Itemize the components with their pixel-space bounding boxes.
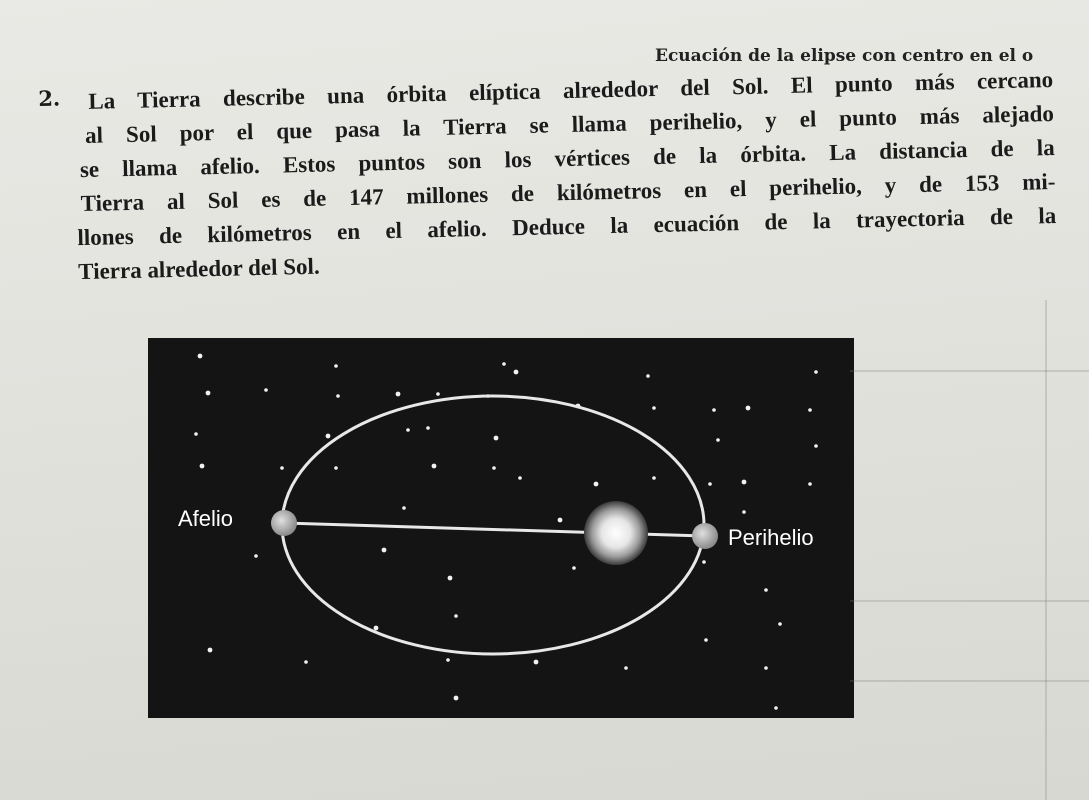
- problem-line-2: al Sol por el que pasa la Tierra se llama perihelio, y el punto más alejado: [84, 100, 1055, 148]
- star-icon: [406, 428, 410, 432]
- star-icon: [702, 560, 706, 564]
- problem-block: [38, 63, 1058, 285]
- star-icon: [334, 364, 338, 368]
- star-icon: [814, 444, 818, 448]
- problem-line-1: La Tierra describe una órbita elíptica alrededor del Sol. El punto más cercano: [88, 66, 1054, 114]
- star-icon: [534, 660, 539, 665]
- star-icon: [198, 354, 203, 359]
- star-icon: [454, 696, 459, 701]
- star-icon: [494, 436, 499, 441]
- ghost-rule: [850, 370, 1089, 372]
- star-icon: [764, 588, 768, 592]
- star-icon: [708, 482, 712, 486]
- star-icon: [492, 466, 496, 470]
- star-icon: [716, 438, 720, 442]
- star-icon: [446, 658, 450, 662]
- star-icon: [558, 518, 563, 523]
- star-icon: [774, 706, 778, 710]
- problem-line-3: se llama afelio. Estos puntos son los vértices de la órbita. La distancia de la: [79, 134, 1055, 183]
- star-icon: [402, 506, 406, 510]
- star-icon: [382, 548, 387, 553]
- ghost-rule: [850, 680, 1089, 682]
- star-icon: [594, 482, 599, 487]
- star-icon: [814, 370, 818, 374]
- star-icon: [432, 464, 437, 469]
- section-header: Ecuación de la elipse con centro en el o: [655, 46, 1034, 66]
- star-icon: [652, 406, 656, 410]
- star-icon: [304, 660, 308, 664]
- orbit-diagram: [148, 338, 854, 718]
- star-icon: [712, 408, 716, 412]
- star-icon: [746, 406, 751, 411]
- star-icon: [336, 394, 340, 398]
- star-icon: [194, 432, 198, 436]
- perihelion-earth-icon: [692, 523, 718, 549]
- star-icon: [704, 638, 708, 642]
- star-icon: [426, 426, 430, 430]
- star-icon: [264, 388, 268, 392]
- problem-line-5: llones de kilómetros en el afelio. Deduce la ecuación de la trayectoria de la: [77, 202, 1057, 251]
- star-icon: [572, 566, 576, 570]
- star-icon: [624, 666, 628, 670]
- aphelion-label: Afelio: [178, 506, 234, 531]
- problem-line-4: Tierra al Sol es de 147 millones de kilómetros en el perihelio, y de 153 mi-: [80, 168, 1056, 217]
- star-icon: [808, 408, 812, 412]
- orbit-figure: [148, 338, 854, 718]
- star-icon: [742, 510, 746, 514]
- ghost-rule: [850, 600, 1089, 602]
- sun-icon: [584, 501, 648, 565]
- star-icon: [396, 392, 401, 397]
- problem-text: [77, 63, 1057, 289]
- star-icon: [646, 374, 650, 378]
- star-icon: [808, 482, 812, 486]
- problem-number: 2.: [38, 85, 61, 111]
- aphelion-earth-icon: [271, 510, 297, 536]
- ghost-rule: [1045, 300, 1047, 800]
- star-icon: [208, 648, 213, 653]
- star-icon: [326, 434, 331, 439]
- star-icon: [280, 466, 284, 470]
- perihelion-label: Perihelio: [728, 525, 814, 550]
- star-icon: [374, 626, 379, 631]
- star-icon: [200, 464, 205, 469]
- star-icon: [514, 370, 519, 375]
- star-icon: [334, 466, 338, 470]
- star-icon: [454, 614, 458, 618]
- star-icon: [742, 480, 747, 485]
- star-icon: [448, 576, 453, 581]
- star-icon: [778, 622, 782, 626]
- star-icon: [502, 362, 506, 366]
- star-icon: [206, 391, 211, 396]
- star-icon: [652, 476, 656, 480]
- star-icon: [518, 476, 522, 480]
- problem-line-6: Tierra alrededor del Sol.: [77, 253, 320, 285]
- star-icon: [764, 666, 768, 670]
- star-icon: [254, 554, 258, 558]
- star-icon: [436, 392, 440, 396]
